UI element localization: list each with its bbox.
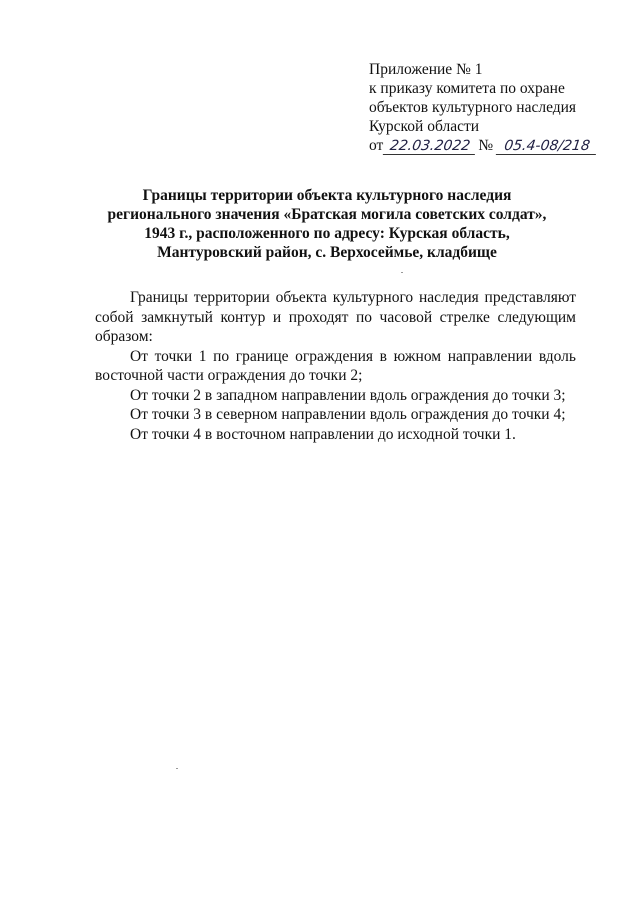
boundary-point-2: От точки 2 в западном направлении вдоль ограждения до точки 3;	[130, 386, 566, 404]
scan-speck	[176, 768, 178, 769]
boundary-point-4: От точки 4 в восточном направлении до исходной точки 1.	[130, 425, 516, 443]
handwritten-order-number: 05.4-08/218	[496, 138, 598, 155]
appendix-header	[369, 60, 619, 155]
appendix-title: Приложение № 1	[369, 61, 483, 78]
appendix-region-line: Курской области	[369, 118, 480, 135]
appendix-date-number-line	[369, 136, 619, 155]
boundary-point-1: От точки 1 по границе ограждения в южном направлении вдоль восточной части ограждения до точки 2;	[95, 347, 576, 384]
date-prefix: от	[369, 137, 384, 154]
number-prefix: №	[478, 137, 494, 154]
title-line-4: Мантуровский район, с. Верхосеймье, кладбище	[157, 244, 497, 261]
appendix-committee-line: объектов культурного наследия	[369, 99, 577, 116]
handwritten-date: 22.03.2022	[383, 138, 477, 155]
intro-paragraph: Границы территории объекта культурного наследия представляют собой замкнутый контур и проходят по часовой стрелке следующим образом:	[95, 289, 576, 345]
document-title	[100, 186, 554, 262]
title-line-1: Границы территории объекта культурного наследия	[142, 187, 512, 204]
scan-speck	[401, 272, 403, 273]
appendix-order-line: к приказу комитета по охране	[369, 80, 565, 97]
title-line-2: регионального значения «Братская могила советских солдат»,	[107, 206, 547, 223]
document-body	[95, 288, 576, 444]
title-line-3: 1943 г., расположенного по адресу: Курская область,	[144, 225, 510, 242]
boundary-point-3: От точки 3 в северном направлении вдоль ограждения до точки 4;	[130, 406, 566, 423]
